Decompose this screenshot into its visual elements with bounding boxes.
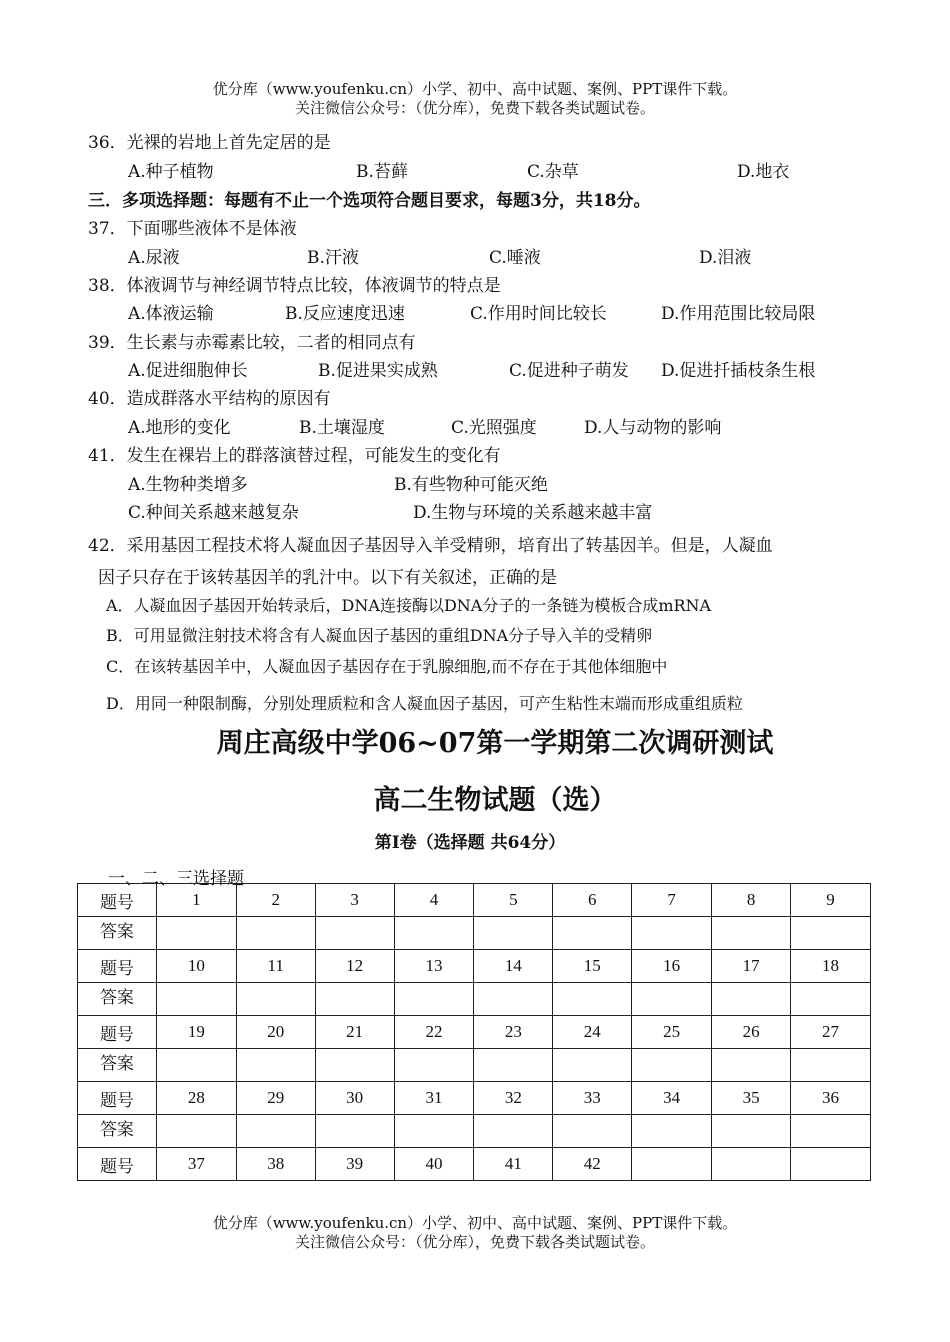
answer-row [78, 917, 871, 950]
question-number-cell: 29 [236, 1082, 315, 1115]
question-number-cell: 6 [553, 884, 632, 917]
question-number-cell: 21 [315, 1016, 394, 1049]
question-number-cell: 4 [394, 884, 474, 917]
question-38-option-c: C.作用时间比较长 [470, 304, 607, 324]
question-number-cell: 9 [791, 884, 871, 917]
question-number-label: 题号 [78, 1082, 157, 1115]
question-number-cell: 10 [156, 950, 236, 983]
answer-cell[interactable] [632, 1115, 712, 1148]
question-number-cell: 12 [315, 950, 394, 983]
question-number-cell: 33 [553, 1082, 632, 1115]
answer-table-caption: 一、二、三选择题 [108, 869, 244, 889]
answer-label: 答案 [78, 983, 157, 1016]
question-41-option-c: C.种间关系越来越复杂 [128, 503, 299, 523]
question-39-stem: 39．生长素与赤霉素比较，二者的相同点有 [88, 333, 416, 353]
question-39-option-c: C.促进种子萌发 [509, 361, 629, 381]
answer-cell[interactable] [315, 983, 394, 1016]
answer-cell[interactable] [394, 1049, 474, 1082]
question-42-option-a: A．人凝血因子基因开始转录后，DNA连接酶以DNA分子的一条链为模板合成mRNA [106, 596, 712, 615]
question-number-label: 题号 [78, 1016, 157, 1049]
question-number-cell: 24 [553, 1016, 632, 1049]
answer-cell[interactable] [156, 983, 236, 1016]
question-37-option-a: A.尿液 [128, 248, 180, 268]
answer-row [78, 983, 871, 1016]
question-41-option-a: A.生物种类增多 [128, 475, 248, 495]
question-number-cell: 8 [712, 884, 791, 917]
question-number-cell: 42 [553, 1148, 632, 1181]
question-number-cell: 40 [394, 1148, 474, 1181]
question-number-cell: 39 [315, 1148, 394, 1181]
footer-line-2: 关注微信公众号：（优分库），免费下载各类试题试卷。 [294, 1233, 655, 1251]
question-number-cell: 3 [315, 884, 394, 917]
answer-cell[interactable] [236, 983, 315, 1016]
question-number-cell: 37 [156, 1148, 236, 1181]
question-36-option-c: C.杂草 [527, 162, 579, 182]
question-number-cell: 31 [394, 1082, 474, 1115]
part-title: 第Ⅰ卷（选择题 共64分） [374, 833, 566, 853]
school-exam-title: 周庄高级中学06~07第一学期第二次调研测试 [216, 728, 774, 759]
question-41-option-b: B.有些物种可能灭绝 [394, 475, 548, 495]
question-number-cell: 32 [474, 1082, 553, 1115]
question-number-cell: 30 [315, 1082, 394, 1115]
question-40-option-c: C.光照强度 [451, 418, 537, 438]
question-38-option-b: B.反应速度迅速 [285, 304, 405, 324]
question-number-cell: 15 [553, 950, 632, 983]
question-number-cell: 13 [394, 950, 474, 983]
question-41-stem: 41．发生在裸岩上的群落演替过程，可能发生的变化有 [88, 446, 501, 466]
section-3-heading: 三．多项选择题：每题有不止一个选项符合题目要求，每题3分，共18分。 [88, 191, 651, 211]
question-42-option-b: B．可用显微注射技术将含有人凝血因子基因的重组DNA分子导入羊的受精卵 [106, 626, 653, 645]
answer-cell[interactable] [712, 1049, 791, 1082]
question-number-cell: 1 [156, 884, 236, 917]
question-number-row [78, 1082, 871, 1115]
question-38-stem: 38．体液调节与神经调节特点比较，体液调节的特点是 [88, 276, 501, 296]
question-number-label: 题号 [78, 950, 157, 983]
answer-cell[interactable] [156, 1049, 236, 1082]
answer-cell[interactable] [632, 917, 712, 950]
question-number-cell: 18 [791, 950, 871, 983]
question-42-stem-line-1: 42．采用基因工程技术将人凝血因子基因导入羊受精卵，培育出了转基因羊。但是，人凝血 [88, 536, 773, 556]
answer-row [78, 1115, 871, 1148]
question-number-cell: 19 [156, 1016, 236, 1049]
footer-line-1: 优分库（www.youfenku.cn）小学、初中、高中试题、案例、PPT课件下载。 [212, 1214, 738, 1232]
answer-cell[interactable] [632, 1049, 712, 1082]
answer-cell[interactable] [791, 983, 871, 1016]
question-37-option-c: C.唾液 [489, 248, 541, 268]
question-number-cell: 17 [712, 950, 791, 983]
question-37-stem: 37．下面哪些液体不是体液 [88, 219, 297, 239]
question-number-row [78, 884, 871, 917]
answer-label: 答案 [78, 917, 157, 950]
question-number-row [78, 950, 871, 983]
answer-cell[interactable] [712, 1115, 791, 1148]
answer-cell[interactable] [791, 1049, 871, 1082]
question-39-option-b: B.促进果实成熟 [318, 361, 438, 381]
answer-cell[interactable] [553, 1115, 632, 1148]
question-39-option-d: D.促进扦插枝条生根 [661, 361, 816, 381]
question-42-option-d: D．用同一种限制酶，分别处理质粒和含人凝血因子基因，可产生粘性末端而形成重组质粒 [106, 694, 743, 713]
question-number-cell [791, 1148, 871, 1181]
answer-cell[interactable] [474, 1115, 553, 1148]
question-number-cell: 11 [236, 950, 315, 983]
question-40-option-d: D.人与动物的影响 [584, 418, 722, 438]
question-number-cell: 27 [791, 1016, 871, 1049]
question-number-row [78, 1148, 871, 1181]
question-number-label: 题号 [78, 1148, 157, 1181]
question-number-label: 题号 [78, 884, 157, 917]
question-number-cell: 7 [632, 884, 712, 917]
answer-cell[interactable] [553, 917, 632, 950]
answer-cell[interactable] [791, 917, 871, 950]
question-number-cell [632, 1148, 712, 1181]
question-number-cell: 28 [156, 1082, 236, 1115]
question-36-option-b: B.苔藓 [356, 162, 408, 182]
question-40-option-a: A.地形的变化 [128, 418, 231, 438]
answer-cell[interactable] [791, 1115, 871, 1148]
answer-cell[interactable] [632, 983, 712, 1016]
question-number-cell: 5 [474, 884, 553, 917]
answer-cell[interactable] [315, 1049, 394, 1082]
answer-label: 答案 [78, 1115, 157, 1148]
answer-row [78, 1049, 871, 1082]
question-40-option-b: B.土壤湿度 [299, 418, 385, 438]
question-38-option-d: D.作用范围比较局限 [661, 304, 816, 324]
question-36-option-d: D.地衣 [737, 162, 790, 182]
question-number-cell: 22 [394, 1016, 474, 1049]
answer-cell[interactable] [474, 983, 553, 1016]
question-number-cell: 41 [474, 1148, 553, 1181]
answer-cell[interactable] [474, 917, 553, 950]
answer-cell[interactable] [553, 1049, 632, 1082]
question-number-cell: 35 [712, 1082, 791, 1115]
header-line-1: 优分库（www.youfenku.cn）小学、初中、高中试题、案例、PPT课件下载。 [212, 80, 738, 98]
subject-title: 高二生物试题（选） [373, 785, 617, 816]
question-number-cell: 23 [474, 1016, 553, 1049]
answer-cell[interactable] [712, 917, 791, 950]
answer-cell[interactable] [236, 917, 315, 950]
question-number-row [78, 1016, 871, 1049]
answer-cell[interactable] [315, 1115, 394, 1148]
question-number-cell: 26 [712, 1016, 791, 1049]
question-37-option-b: B.汗液 [307, 248, 359, 268]
answer-cell[interactable] [156, 917, 236, 950]
answer-table [77, 883, 871, 1181]
answer-cell[interactable] [236, 1115, 315, 1148]
question-number-cell: 36 [791, 1082, 871, 1115]
answer-cell[interactable] [394, 1115, 474, 1148]
answer-cell[interactable] [394, 983, 474, 1016]
question-41-option-d: D.生物与环境的关系越来越丰富 [413, 503, 653, 523]
question-number-cell: 16 [632, 950, 712, 983]
question-42-stem-line-2: 因子只存在于该转基因羊的乳汁中。以下有关叙述，正确的是 [98, 568, 557, 588]
question-number-cell: 2 [236, 884, 315, 917]
answer-cell[interactable] [553, 983, 632, 1016]
question-number-cell: 38 [236, 1148, 315, 1181]
answer-cell[interactable] [236, 1049, 315, 1082]
header-line-2: 关注微信公众号：（优分库），免费下载各类试题试卷。 [294, 99, 655, 117]
answer-label: 答案 [78, 1049, 157, 1082]
question-37-option-d: D.泪液 [699, 248, 752, 268]
question-number-cell: 14 [474, 950, 553, 983]
answer-cell[interactable] [156, 1115, 236, 1148]
question-40-stem: 40．造成群落水平结构的原因有 [88, 389, 331, 409]
question-number-cell: 25 [632, 1016, 712, 1049]
answer-cell[interactable] [315, 917, 394, 950]
question-36-stem: 36．光裸的岩地上首先定居的是 [88, 133, 331, 153]
question-number-cell: 34 [632, 1082, 712, 1115]
answer-cell[interactable] [394, 917, 474, 950]
answer-cell[interactable] [712, 983, 791, 1016]
question-38-option-a: A.体液运输 [128, 304, 214, 324]
question-42-option-c: C．在该转基因羊中，人凝血因子基因存在于乳腺细胞,而不存在于其他体细胞中 [106, 657, 668, 676]
question-36-option-a: A.种子植物 [128, 162, 214, 182]
question-39-option-a: A.促进细胞伸长 [128, 361, 248, 381]
question-number-cell: 20 [236, 1016, 315, 1049]
answer-cell[interactable] [474, 1049, 553, 1082]
question-number-cell [712, 1148, 791, 1181]
